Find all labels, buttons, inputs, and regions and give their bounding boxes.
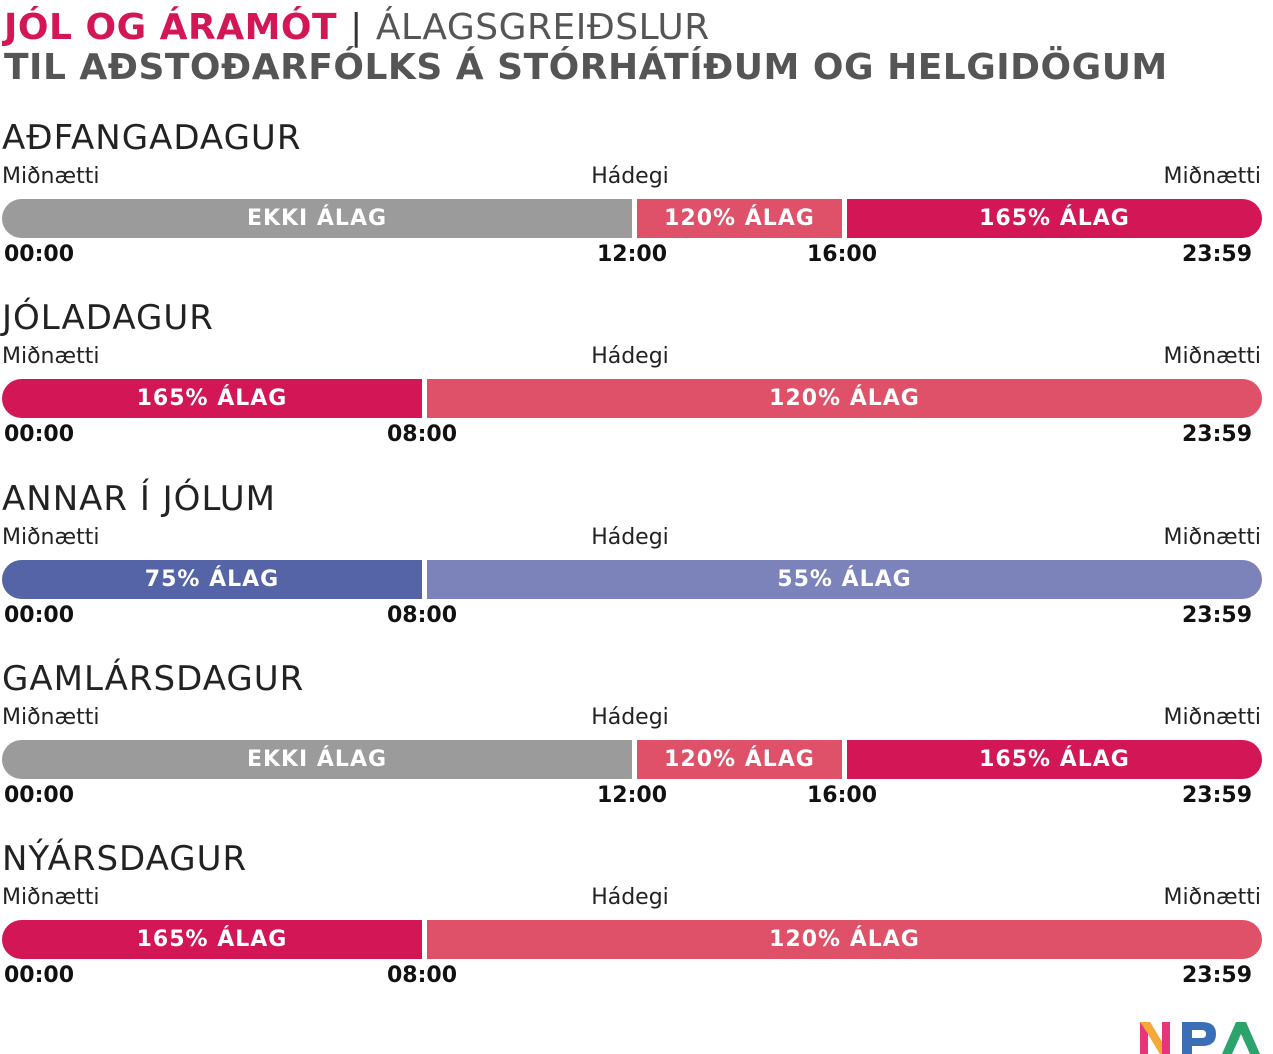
time-label: 00:00 [4,603,75,628]
day-name: ANNAR Í JÓLUM [2,479,276,519]
rate-segment: 120% ÁLAG [632,740,842,779]
rate-segment: 120% ÁLAG [422,379,1262,418]
day-row [0,659,1273,829]
time-label: 00:00 [4,242,75,267]
marker-noon: Hádegi [591,525,669,550]
subtitle: TIL AÐSTOÐARFÓLKS Á STÓRHÁTÍÐUM OG HELGIDÖGUM [4,47,1168,88]
logo-p-shape [1182,1022,1216,1054]
rate-segment: 120% ÁLAG [632,199,842,238]
title-block [4,8,1264,88]
marker-midnight-start: Miðnætti [2,885,100,910]
day-name: JÓLADAGUR [2,298,214,338]
day-row [0,839,1273,1009]
marker-noon: Hádegi [591,885,669,910]
time-label: 23:59 [1181,242,1252,267]
marker-midnight-start: Miðnætti [2,705,100,730]
time-labels [2,422,1262,452]
day-name: GAMLÁRSDAGUR [2,659,305,699]
marker-midnight-start: Miðnætti [2,164,100,189]
time-label: 16:00 [806,783,878,808]
time-label: 23:59 [1181,963,1252,988]
rate-bar [2,560,1262,599]
rate-segment: 165% ÁLAG [2,379,422,418]
rate-segment: 165% ÁLAG [2,920,422,959]
rate-segment: 120% ÁLAG [422,920,1262,959]
title-line [4,8,1264,48]
rate-bar [2,379,1262,418]
marker-midnight-end: Miðnætti [1163,164,1261,189]
time-label: 00:00 [4,783,75,808]
rate-segment: 165% ÁLAG [842,199,1262,238]
rate-segment: EKKI ÁLAG [2,199,632,238]
day-row [0,479,1273,649]
time-labels [2,603,1262,633]
rate-bar [2,199,1262,238]
rate-bar [2,740,1262,779]
time-label: 23:59 [1181,603,1252,628]
day-name: NÝÁRSDAGUR [2,839,248,879]
title-rest: ÁLAGSGREIÐSLUR [375,7,710,48]
marker-midnight-end: Miðnætti [1163,525,1261,550]
time-label: 08:00 [386,963,458,988]
npa-logo [1140,1018,1260,1054]
logo-a-shape [1222,1022,1260,1054]
time-label: 23:59 [1181,783,1252,808]
marker-midnight-end: Miðnætti [1163,705,1261,730]
time-labels [2,963,1262,993]
marker-noon: Hádegi [591,705,669,730]
time-label: 12:00 [596,242,668,267]
day-row [0,298,1273,468]
day-name: AÐFANGADAGUR [2,118,302,158]
marker-midnight-end: Miðnætti [1163,344,1261,369]
time-label: 00:00 [4,422,75,447]
rate-bar [2,920,1262,959]
rate-segment: EKKI ÁLAG [2,740,632,779]
time-label: 12:00 [596,783,668,808]
marker-midnight-end: Miðnætti [1163,885,1261,910]
time-label: 00:00 [4,963,75,988]
rate-segment: 165% ÁLAG [842,740,1262,779]
time-labels [2,783,1262,813]
time-label: 08:00 [386,603,458,628]
day-row [0,118,1273,288]
marker-noon: Hádegi [591,344,669,369]
time-labels [2,242,1262,272]
rate-segment: 55% ÁLAG [422,560,1262,599]
time-label: 23:59 [1181,422,1252,447]
rate-segment: 75% ÁLAG [2,560,422,599]
title-separator: | [350,7,363,48]
time-label: 08:00 [386,422,458,447]
marker-noon: Hádegi [591,164,669,189]
marker-midnight-start: Miðnætti [2,344,100,369]
marker-midnight-start: Miðnætti [2,525,100,550]
title-accent: JÓL OG ÁRAMÓT [4,7,338,48]
time-label: 16:00 [806,242,878,267]
